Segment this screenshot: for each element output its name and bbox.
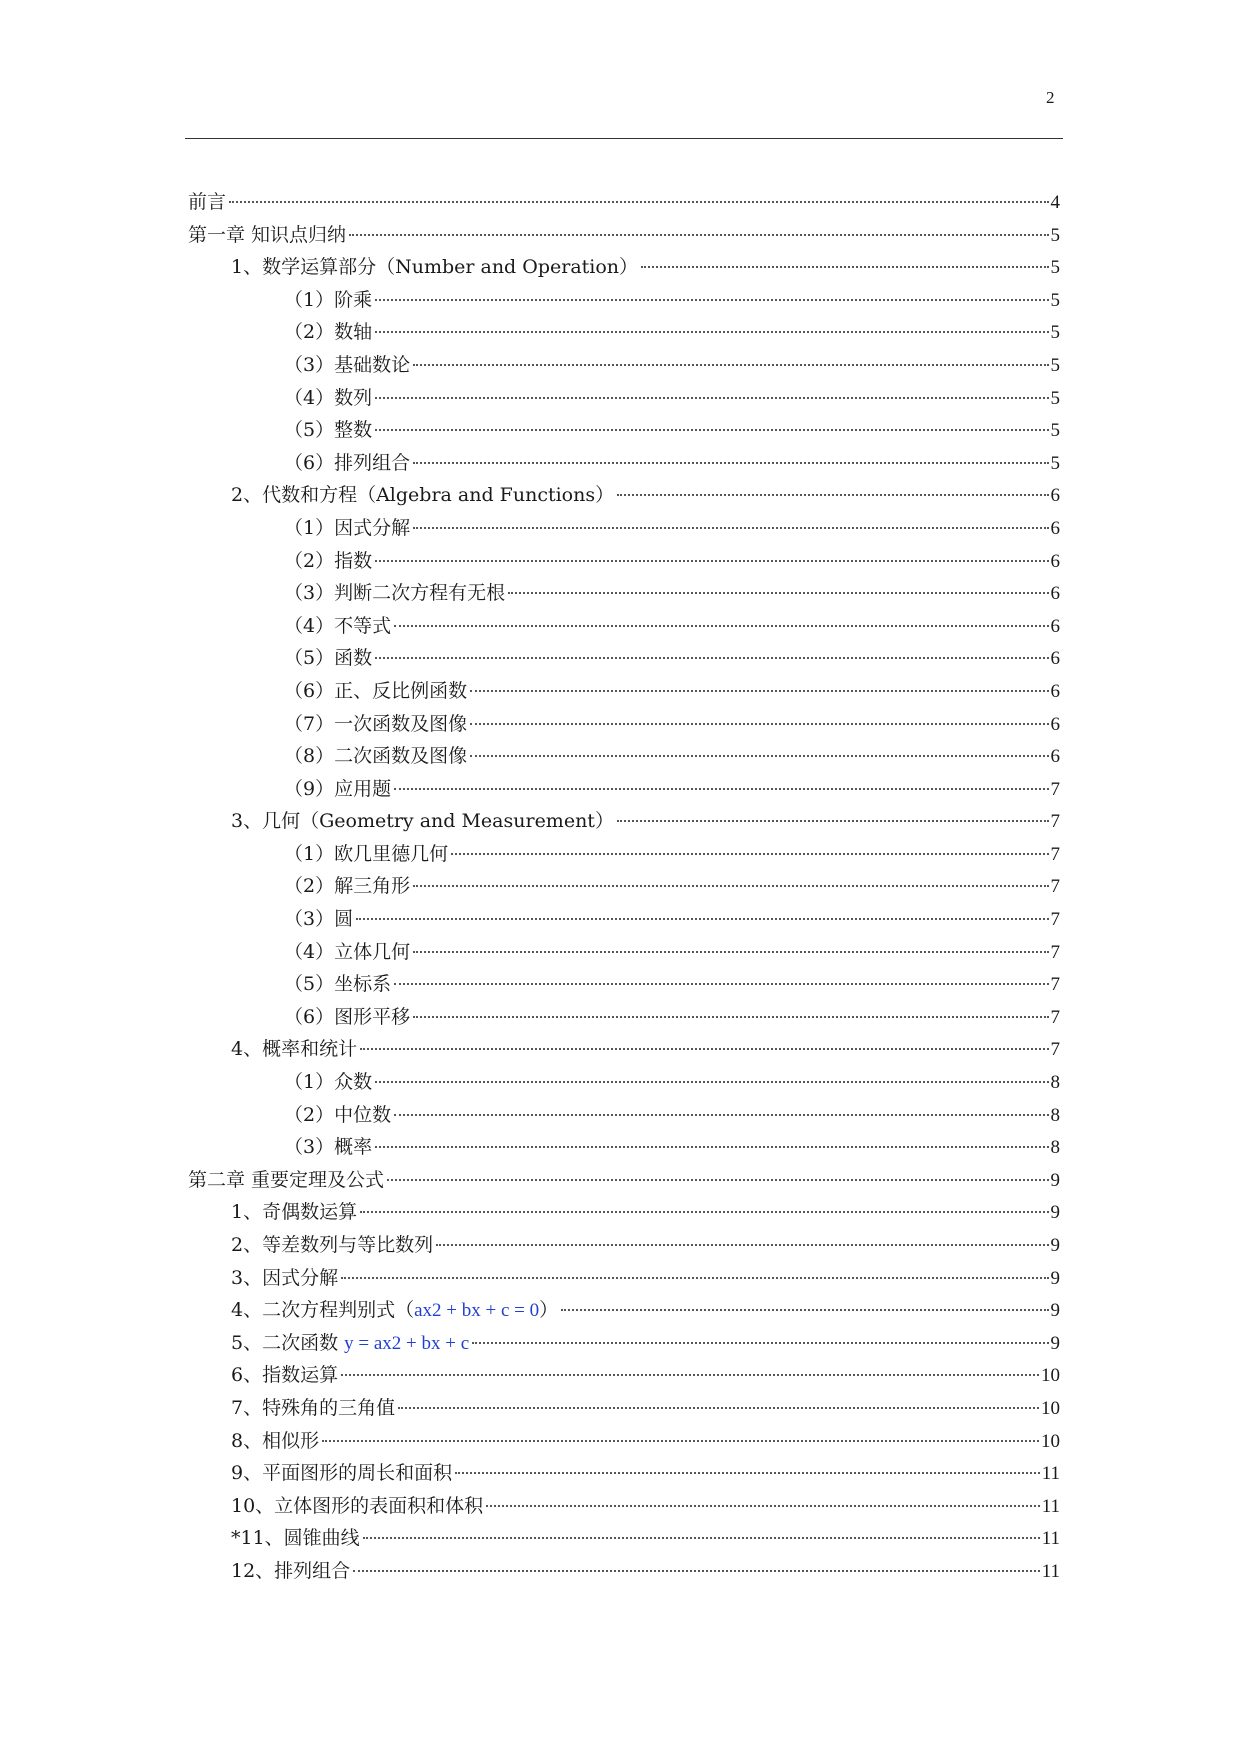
toc-entry-title: [284, 1001, 410, 1034]
toc-entry-title-text: （3）圆: [284, 908, 354, 931]
toc-entry-page-number: 4: [1050, 192, 1060, 213]
toc-leader-dots: [398, 1407, 1039, 1409]
toc-entry-title: [231, 1327, 469, 1361]
toc-entry-title-suffix: ）: [539, 1299, 559, 1322]
toc-entry-page-number: 5: [1050, 289, 1060, 311]
toc-leader-dots: [375, 299, 1048, 301]
toc-entry-title: [284, 610, 391, 643]
toc-entry[interactable]: [188, 1327, 1060, 1360]
toc-entry[interactable]: [188, 610, 1060, 643]
toc-entry-page-number: 7: [1050, 1006, 1060, 1028]
toc-entry-page-number: 6: [1050, 485, 1060, 507]
toc-entry[interactable]: [188, 447, 1060, 480]
toc-entry[interactable]: [188, 675, 1060, 708]
toc-leader-dots: [322, 1440, 1039, 1442]
toc-entry-title: [231, 1262, 338, 1295]
toc-entry-title: [284, 936, 410, 969]
toc-entry-title-text: 前言: [188, 191, 227, 213]
toc-leader-dots: [394, 788, 1048, 790]
toc-entry-title: [231, 1392, 395, 1425]
toc-entry-title-text: 2、等差数列与等比数列: [231, 1234, 434, 1256]
toc-entry-title: [284, 447, 410, 480]
toc-entry[interactable]: [188, 838, 1060, 871]
toc-entry-page-number: 8: [1050, 1104, 1060, 1126]
toc-entry[interactable]: [188, 1555, 1060, 1588]
toc-leader-dots: [413, 527, 1048, 529]
toc-entry-title: [284, 773, 391, 806]
toc-entry-formula: ax2 + bx + c = 0: [414, 1300, 540, 1322]
toc-leader-dots: [455, 1472, 1040, 1474]
toc-entry-page-number: 7: [1050, 778, 1060, 800]
toc-entry-title-text: （6）正、反比例函数: [284, 679, 468, 702]
toc-entry-page-number: 7: [1050, 974, 1060, 996]
toc-leader-dots: [451, 853, 1048, 855]
toc-entry-title: [284, 512, 410, 545]
toc-entry[interactable]: [188, 479, 1060, 512]
toc-entry-title: [188, 219, 346, 252]
toc-entry-page-number: 5: [1050, 387, 1060, 409]
toc-entry[interactable]: [188, 382, 1060, 415]
toc-entry-title-text: 4、概率和统计: [231, 1038, 358, 1061]
toc-entry[interactable]: [188, 1294, 1060, 1327]
toc-entry-page-number: 9: [1050, 1169, 1060, 1191]
toc-entry-title: [284, 838, 448, 871]
toc-entry-page-number: 7: [1050, 941, 1060, 963]
toc-entry-title-text: 第二章 重要定理及公式: [188, 1168, 385, 1191]
toc-entry-title: [284, 1066, 372, 1099]
toc-entry[interactable]: [188, 1066, 1060, 1099]
toc-entry[interactable]: [188, 1522, 1060, 1555]
toc-entry-page-number: 5: [1050, 322, 1060, 344]
toc-leader-dots: [470, 723, 1048, 725]
toc-entry-page-number: 6: [1050, 517, 1060, 539]
toc-leader-dots: [413, 462, 1048, 464]
toc-entry[interactable]: [188, 936, 1060, 969]
toc-leader-dots: [360, 1048, 1048, 1050]
page-number: 2: [1046, 88, 1055, 107]
toc-leader-dots: [375, 397, 1048, 399]
toc-leader-dots: [394, 983, 1048, 985]
toc-entry-title: [231, 1555, 350, 1588]
toc-entry-title-text: （2）数轴: [284, 321, 373, 344]
toc-entry-title: [231, 479, 614, 512]
toc-leader-dots: [413, 1016, 1048, 1018]
toc-entry-title: [284, 545, 372, 578]
toc-entry[interactable]: [188, 545, 1060, 578]
toc-entry-title: [284, 382, 372, 415]
toc-leader-dots: [470, 755, 1048, 757]
toc-entry-title-text: （5）整数: [284, 419, 373, 442]
toc-entry-title: [284, 1131, 372, 1164]
toc-entry-page-number: 7: [1050, 909, 1060, 931]
toc-entry[interactable]: [188, 1229, 1060, 1262]
toc-entry[interactable]: [188, 284, 1060, 317]
toc-entry-title: [284, 968, 391, 1001]
toc-entry[interactable]: [188, 186, 1060, 219]
toc-entry[interactable]: [188, 1262, 1060, 1295]
toc-entry-title-text: 3、因式分解: [231, 1266, 339, 1289]
toc-entry-title-text: （2）中位数: [284, 1103, 392, 1126]
toc-entry-page-number: 10: [1041, 1430, 1060, 1452]
toc-entry[interactable]: [188, 1490, 1060, 1523]
toc-entry-page-number: 6: [1050, 746, 1060, 768]
toc-entry-page-number: 6: [1050, 615, 1060, 637]
toc-entry-page-number: 5: [1050, 257, 1060, 279]
toc-entry-title-text: （4）不等式: [284, 614, 392, 637]
toc-leader-dots: [641, 266, 1048, 268]
toc-leader-dots: [341, 1374, 1039, 1376]
toc-leader-dots: [229, 201, 1048, 203]
toc-entry[interactable]: [188, 1033, 1060, 1066]
toc-entry-title-text: （2）指数: [284, 549, 373, 572]
toc-entry-title: [284, 284, 372, 317]
toc-entry-page-number: 11: [1041, 1560, 1060, 1582]
toc-entry[interactable]: [188, 642, 1060, 675]
toc-entry-title-text: （1）欧几里德几何: [284, 842, 449, 865]
toc-entry[interactable]: [188, 903, 1060, 936]
toc-leader-dots: [413, 364, 1048, 366]
toc-entry[interactable]: [188, 805, 1060, 838]
table-of-contents: [188, 186, 1060, 1588]
toc-entry-title: [284, 577, 505, 610]
toc-leader-dots: [387, 1179, 1048, 1181]
toc-entry-title: [284, 414, 372, 447]
toc-entry-page-number: 11: [1041, 1463, 1060, 1485]
toc-entry-title-text: 2、代数和方程（Algebra and Functions）: [231, 484, 615, 507]
toc-entry-title-text: （4）数列: [284, 386, 373, 409]
toc-entry[interactable]: [188, 1099, 1060, 1132]
toc-entry-title-text: （3）判断二次方程有无根: [284, 582, 506, 605]
toc-entry-title: [188, 186, 226, 219]
toc-leader-dots: [349, 234, 1048, 236]
toc-entry[interactable]: [188, 1392, 1060, 1425]
toc-entry[interactable]: [188, 968, 1060, 1001]
toc-entry-title-text: （1）阶乘: [284, 288, 373, 311]
toc-leader-dots: [394, 625, 1048, 627]
toc-entry-title-text: （9）应用题: [284, 777, 392, 800]
toc-leader-dots: [413, 951, 1048, 953]
toc-entry-title: [284, 870, 410, 903]
toc-entry-title-text: 1、奇偶数运算: [231, 1201, 358, 1224]
toc-entry-title-text: 10、立体图形的表面积和体积: [231, 1494, 484, 1517]
toc-leader-dots: [353, 1570, 1040, 1572]
toc-entry[interactable]: [188, 1359, 1060, 1392]
toc-entry[interactable]: [188, 349, 1060, 382]
toc-leader-dots: [436, 1244, 1048, 1246]
toc-entry-title: [284, 642, 372, 675]
toc-leader-dots: [617, 820, 1049, 822]
toc-leader-dots: [360, 1211, 1048, 1213]
toc-entry-page-number: 6: [1050, 648, 1060, 670]
toc-leader-dots: [375, 560, 1048, 562]
toc-entry-title: [284, 740, 467, 773]
toc-leader-dots: [413, 885, 1048, 887]
toc-leader-dots: [472, 1342, 1048, 1344]
toc-leader-dots: [617, 494, 1048, 496]
toc-entry-title: [284, 1099, 391, 1132]
toc-leader-dots: [486, 1505, 1040, 1507]
toc-entry[interactable]: [188, 1001, 1060, 1034]
toc-leader-dots: [470, 690, 1048, 692]
toc-entry-title: [231, 251, 638, 284]
toc-entry[interactable]: [188, 740, 1060, 773]
toc-entry[interactable]: [188, 773, 1060, 806]
toc-entry-title: [231, 1196, 357, 1229]
toc-entry[interactable]: [188, 1131, 1060, 1164]
toc-entry-page-number: 7: [1050, 811, 1060, 833]
toc-entry-title-text: （2）解三角形: [284, 875, 411, 898]
toc-entry[interactable]: [188, 708, 1060, 741]
toc-entry-page-number: 5: [1050, 354, 1060, 376]
toc-entry[interactable]: [188, 1425, 1060, 1458]
toc-entry-title: [284, 349, 410, 382]
toc-entry-page-number: 5: [1050, 452, 1060, 474]
toc-leader-dots: [341, 1277, 1048, 1279]
toc-leader-dots: [375, 657, 1048, 659]
toc-leader-dots: [363, 1537, 1040, 1539]
toc-entry[interactable]: [188, 512, 1060, 545]
toc-leader-dots: [375, 331, 1048, 333]
toc-entry-page-number: 7: [1050, 1039, 1060, 1061]
toc-entry-title-text: （7）一次函数及图像: [284, 712, 468, 735]
toc-entry-title-text: 9、平面图形的周长和面积: [231, 1462, 453, 1485]
toc-entry[interactable]: [188, 577, 1060, 610]
toc-entry-title: [231, 1359, 338, 1392]
header-rule: [185, 138, 1063, 139]
toc-entry-title: [231, 1457, 452, 1490]
toc-entry-page-number: 8: [1050, 1072, 1060, 1094]
toc-entry-title-text: （5）坐标系: [284, 973, 392, 996]
toc-entry-page-number: 5: [1050, 420, 1060, 442]
toc-entry-title-text: 1、数学运算部分（Number and Operation）: [231, 256, 639, 279]
toc-entry-formula: y = ax2 + bx + c: [344, 1332, 470, 1354]
toc-entry-title: [231, 1229, 433, 1262]
toc-entry-title-text: 6、指数运算: [231, 1364, 339, 1387]
toc-entry-title: [284, 675, 467, 708]
toc-entry-title: [188, 1164, 384, 1197]
toc-entry-page-number: 6: [1050, 583, 1060, 605]
toc-entry-title: [231, 1490, 483, 1523]
toc-entry[interactable]: [188, 1196, 1060, 1229]
toc-entry[interactable]: [188, 1164, 1060, 1197]
toc-entry-title-text: （4）立体几何: [284, 940, 411, 963]
toc-entry-title-text: 3、几何（Geometry and Measurement）: [231, 810, 614, 833]
toc-entry-title-text: 8、相似形: [231, 1429, 320, 1452]
toc-entry[interactable]: [188, 1457, 1060, 1490]
toc-entry-page-number: 6: [1050, 713, 1060, 735]
toc-entry-page-number: 9: [1050, 1267, 1060, 1289]
toc-entry[interactable]: [188, 870, 1060, 903]
toc-leader-dots: [375, 1081, 1048, 1083]
toc-entry-page-number: 9: [1050, 1332, 1060, 1354]
toc-entry[interactable]: [188, 414, 1060, 447]
toc-entry-title: [231, 1425, 319, 1458]
toc-entry-title-text: （8）二次函数及图像: [284, 745, 468, 768]
toc-entry-title-text: （3）基础数论: [284, 353, 411, 376]
toc-entry-page-number: 10: [1041, 1397, 1060, 1419]
toc-entry-title: [231, 1033, 357, 1066]
toc-entry-page-number: 10: [1041, 1365, 1060, 1387]
toc-entry-title: [284, 903, 353, 936]
toc-entry-title-text: （5）函数: [284, 647, 373, 670]
toc-entry[interactable]: [188, 316, 1060, 349]
toc-leader-dots: [508, 592, 1048, 594]
toc-entry-title: [231, 805, 614, 838]
toc-entry-title-text: （3）概率: [284, 1136, 373, 1159]
toc-entry-title-text: 7、特殊角的三角值: [231, 1396, 396, 1419]
toc-entry-page-number: 7: [1050, 876, 1060, 898]
toc-entry-page-number: 6: [1050, 680, 1060, 702]
toc-entry-title: [284, 708, 467, 741]
toc-entry-title-text: *11、圆锥曲线: [231, 1527, 360, 1550]
toc-entry-title-text: （1）众数: [284, 1071, 373, 1094]
toc-leader-dots: [356, 918, 1048, 920]
toc-entry-title-text: 12、排列组合: [231, 1559, 351, 1582]
toc-entry-title-text: （6）图形平移: [284, 1005, 411, 1028]
toc-entry-title: [231, 1522, 360, 1555]
toc-entry-page-number: 9: [1050, 1202, 1060, 1224]
toc-entry-title-text: （1）因式分解: [284, 516, 411, 539]
toc-entry-page-number: 9: [1050, 1300, 1060, 1322]
toc-leader-dots: [394, 1114, 1048, 1116]
toc-entry-page-number: 9: [1050, 1235, 1060, 1256]
toc-leader-dots: [375, 1146, 1048, 1148]
toc-entry-page-number: 5: [1050, 224, 1060, 246]
toc-entry-page-number: 7: [1050, 843, 1060, 865]
toc-entry-title-text: 5、二次函数: [231, 1331, 345, 1354]
toc-entry[interactable]: [188, 219, 1060, 252]
toc-entry-title-text: （6）排列组合: [284, 451, 411, 474]
toc-entry-page-number: 8: [1050, 1137, 1060, 1159]
toc-entry-title-text: 第一章 知识点归纳: [188, 223, 347, 246]
toc-entry-page-number: 11: [1041, 1495, 1060, 1517]
toc-entry-page-number: 11: [1041, 1528, 1060, 1550]
toc-entry[interactable]: [188, 251, 1060, 284]
toc-leader-dots: [561, 1309, 1048, 1311]
toc-entry-page-number: 6: [1050, 550, 1060, 572]
toc-leader-dots: [375, 429, 1048, 431]
toc-entry-title: [284, 316, 372, 349]
toc-entry-title-text: 4、二次方程判别式（: [231, 1299, 415, 1322]
toc-entry-title: [231, 1294, 558, 1328]
